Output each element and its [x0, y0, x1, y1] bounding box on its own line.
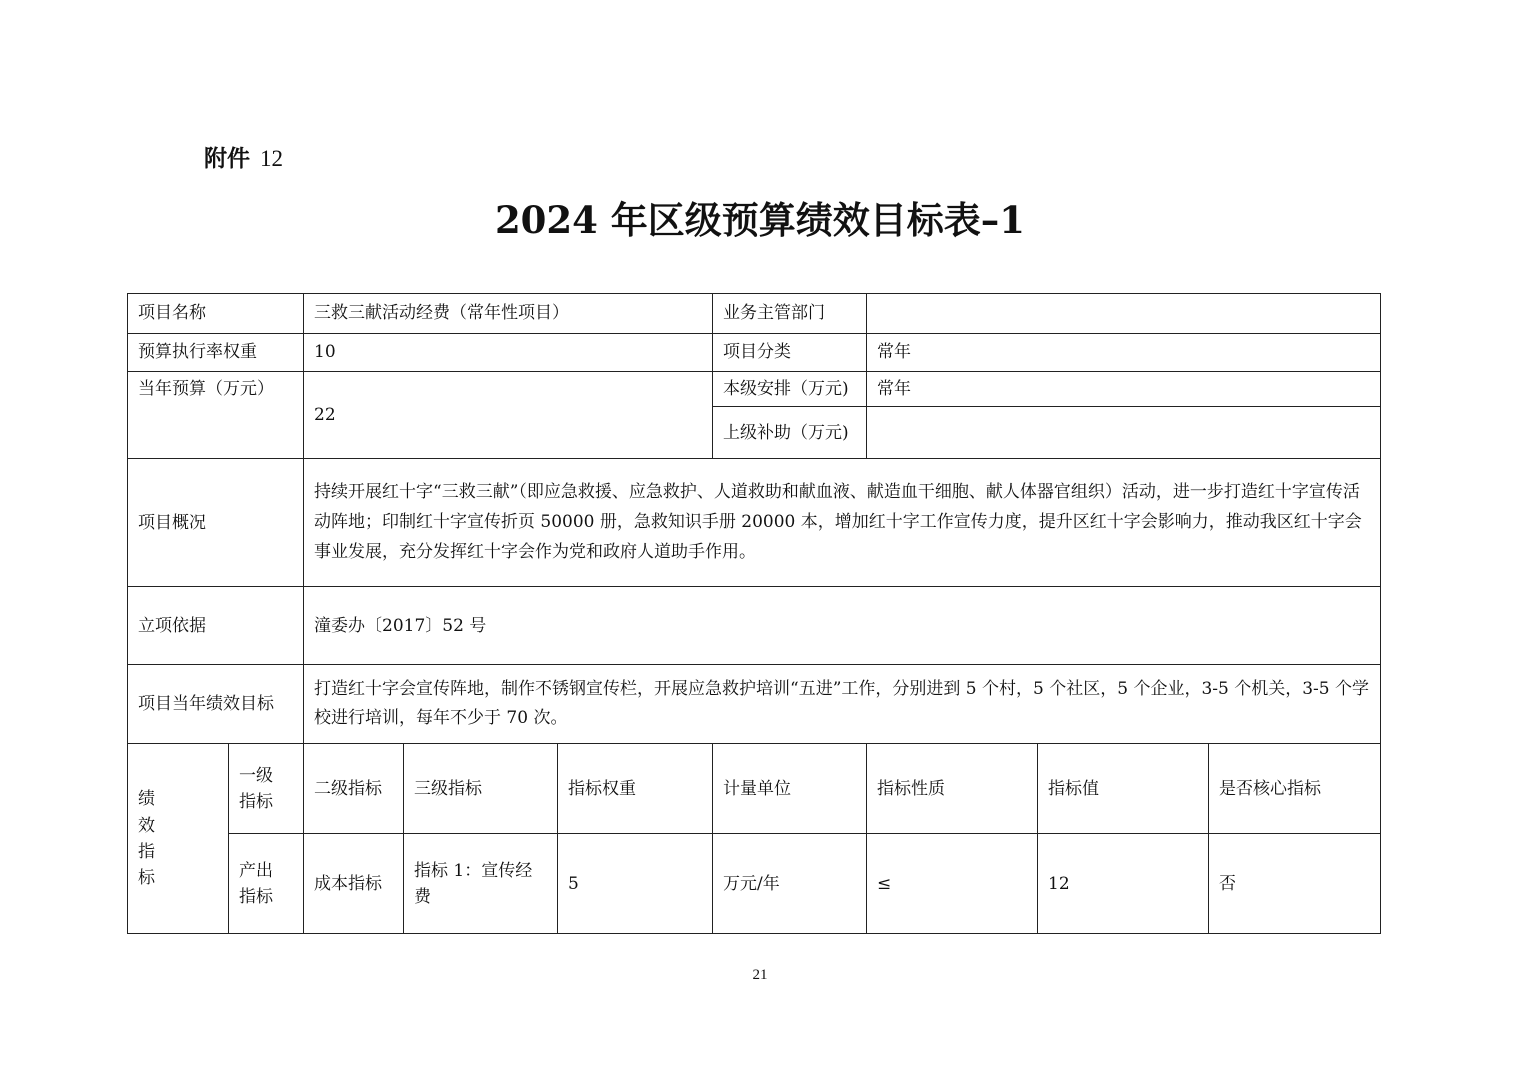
- header-level1-line: 指标: [239, 791, 273, 812]
- annual-budget-label: 当年预算（万元）: [128, 372, 304, 459]
- group-label-char: 标: [138, 868, 155, 889]
- page-number: 21: [752, 967, 768, 983]
- header-core: 是否核心指标: [1209, 744, 1381, 834]
- goal-value: 打造红十字会宣传阵地，制作不锈钢宣传栏，开展应急救护培训“五进”工作，分别进到 5 个村，5 个社区，5 个企业，3-5 个机关，3-5 个学校进行培训，每年不少于 70 次。: [304, 665, 1381, 744]
- superior-subsidy-label: 上级补助（万元): [713, 407, 867, 459]
- row-exec-rate: [128, 334, 1381, 372]
- header-weight: 指标权重: [558, 744, 713, 834]
- row-level1: [229, 834, 304, 934]
- row-level1-line: 指标: [239, 886, 273, 907]
- attachment-number: 12: [260, 146, 283, 171]
- overview-label: 项目概况: [128, 459, 304, 587]
- row-level2: 成本指标: [304, 834, 404, 934]
- project-name-value: 三救三献活动经费（常年性项目）: [304, 294, 713, 334]
- header-nature: 指标性质: [867, 744, 1038, 834]
- overview-value: 持续开展红十字“三救三献”（即应急救援、应急救护、人道救助和献血液、献造血干细胞、献人体器官组织）活动，进一步打造红十字宣传活动阵地；印制红十字宣传折页 50000 册，急救知识手册 20000 本，增加红十字工作宣传力度，提升区红十字会影响力，推动我区红十字会事业发展，充分发挥红十字会作为党和政府人道助手作用。: [304, 459, 1381, 587]
- exec-rate-weight-value: 10: [304, 334, 713, 372]
- row-basis: [128, 587, 1381, 665]
- row-level3: 指标 1：宣传经费: [404, 834, 558, 934]
- row-level1-line: 产出: [239, 860, 273, 881]
- basis-value: 潼委办〔2017〕52 号: [304, 587, 1381, 665]
- local-arrangement-label: 本级安排（万元): [713, 372, 867, 407]
- row-core: 否: [1209, 834, 1381, 934]
- basis-label: 立项依据: [128, 587, 304, 665]
- row-unit: 万元/年: [713, 834, 867, 934]
- goal-label: 项目当年绩效目标: [128, 665, 304, 744]
- category-value: 常年: [867, 334, 1381, 372]
- header-level2: 二级指标: [304, 744, 404, 834]
- attachment-heading: [204, 140, 283, 173]
- header-value: 指标值: [1038, 744, 1209, 834]
- local-arrangement-value: 常年: [867, 372, 1381, 407]
- department-label: 业务主管部门: [713, 294, 867, 334]
- annual-budget-value: 22: [304, 372, 713, 459]
- table-row: [128, 834, 1381, 934]
- indicator-group-label: [128, 744, 229, 934]
- indicator-header-row: [128, 744, 1381, 834]
- row-annual-budget: [128, 372, 1381, 407]
- header-level1-line: 一级: [239, 765, 273, 786]
- department-value: [867, 294, 1381, 334]
- row-overview: [128, 459, 1381, 587]
- attachment-label: 附件: [204, 146, 250, 172]
- row-weight: 5: [558, 834, 713, 934]
- category-label: 项目分类: [713, 334, 867, 372]
- performance-target-table: [127, 293, 1381, 934]
- row-annual-goal: [128, 665, 1381, 744]
- header-level1: [229, 744, 304, 834]
- page-title: 2024 年区级预算绩效目标表–1: [494, 198, 1026, 242]
- group-label-char: 绩: [138, 789, 155, 810]
- row-value: 12: [1038, 834, 1209, 934]
- exec-rate-weight-label: 预算执行率权重: [128, 334, 304, 372]
- row-project-name: [128, 294, 1381, 334]
- header-level3: 三级指标: [404, 744, 558, 834]
- project-name-label: 项目名称: [128, 294, 304, 334]
- row-nature: ≤: [867, 834, 1038, 934]
- group-label-char: 指: [138, 841, 155, 862]
- group-label-char: 效: [138, 815, 155, 836]
- superior-subsidy-value: [867, 407, 1381, 459]
- header-unit: 计量单位: [713, 744, 867, 834]
